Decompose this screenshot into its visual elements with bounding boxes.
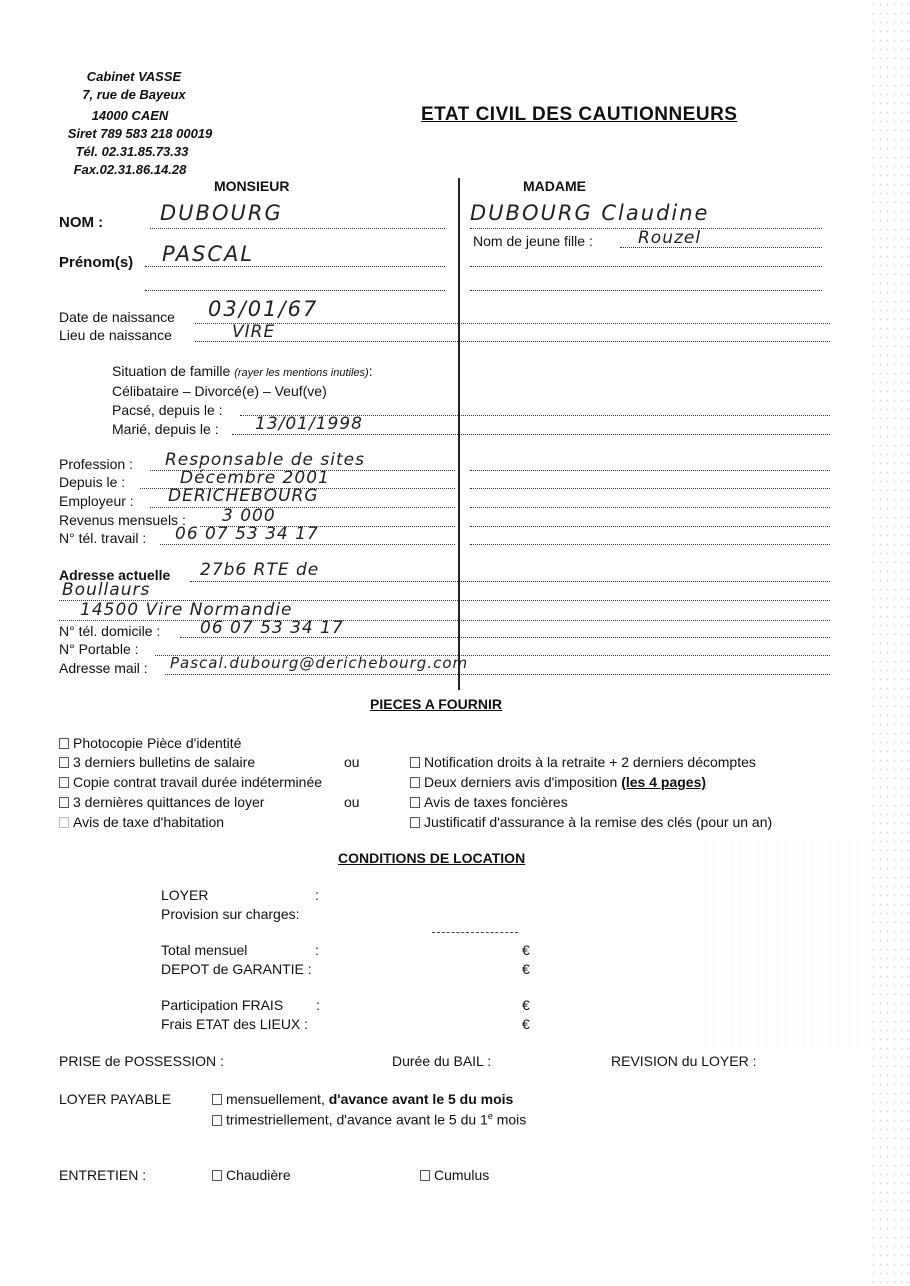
tel-domicile-value[interactable]: 06 07 53 34 17 (200, 618, 344, 638)
checkbox-icon[interactable] (410, 797, 420, 808)
participation-euro: € (522, 997, 530, 1013)
checkbox-icon[interactable] (59, 757, 69, 768)
trimestriel-text: trimestriellement, (226, 1111, 333, 1128)
total-euro: € (522, 942, 530, 958)
mail-line (165, 674, 830, 675)
situation-hint: (rayer les mentions inutiles) (234, 367, 369, 379)
madame-employeur-line (470, 507, 830, 508)
adresse-label: Adresse actuelle (59, 567, 171, 583)
mensuel-text: mensuellement, (226, 1091, 325, 1107)
depot-label: DEPOT de GARANTIE : (161, 961, 312, 977)
participation-colon: : (316, 997, 320, 1013)
profession-label: Profession : (59, 456, 133, 472)
adresse-line-3 (59, 620, 830, 621)
checkbox-icon[interactable] (59, 817, 69, 828)
option-mensuel[interactable] (212, 1091, 513, 1107)
employeur-label: Employeur : (59, 493, 134, 509)
prenom-madame-line (470, 266, 822, 267)
adresse-value-3[interactable]: 14500 Vire Normandie (80, 600, 293, 620)
checkbox-icon[interactable] (212, 1170, 222, 1181)
pieces-title: PIECES A FOURNIR (370, 696, 502, 712)
cabinet-fax: Fax.02.31.86.14.28 (73, 162, 187, 177)
checkbox-icon[interactable] (212, 1094, 222, 1105)
subtotal-line (432, 932, 518, 933)
celibataire-option[interactable]: Célibataire – Divorcé(e) – Veuf(ve) (112, 383, 327, 399)
revision-loyer-label: REVISION du LOYER : (611, 1053, 757, 1069)
total-label: Total mensuel (161, 942, 248, 958)
mail-label: Adresse mail : (59, 660, 148, 676)
situation-famille-text: Situation de famille (112, 363, 231, 379)
adresse-line-1 (190, 581, 830, 582)
column-madame: MADAME (523, 178, 586, 194)
option-cumulus[interactable] (420, 1167, 489, 1183)
situation-colon: : (368, 363, 373, 379)
date-naissance-value[interactable]: 03/01/67 (208, 297, 319, 321)
conditions-title: CONDITIONS DE LOCATION (338, 850, 526, 866)
etat-lieux-euro: € (522, 1016, 530, 1032)
column-monsieur: MONSIEUR (214, 178, 290, 194)
cabinet-siret: Siret 789 583 218 00019 (67, 126, 213, 141)
madame-profession-line (470, 470, 830, 471)
piece-bulletins-label: 3 derniers bulletins de salaire (73, 754, 256, 770)
loyer-colon: : (315, 887, 319, 903)
participation-label: Participation FRAIS (161, 997, 284, 1013)
piece-quittances-label: 3 dernières quittances de loyer (73, 794, 265, 810)
checkbox-icon[interactable] (59, 797, 69, 808)
adresse-value-2[interactable]: Boullaurs (62, 580, 151, 600)
lieu-naissance-line (195, 341, 830, 342)
date-naissance-label: Date de naissance (59, 309, 175, 325)
piece-taxes-foncieres[interactable] (410, 794, 568, 810)
piece-taxe-habitation-label: Avis de taxe d'habitation (73, 814, 225, 830)
total-colon: : (315, 942, 319, 958)
nom-monsieur-value[interactable]: DUBOURG (160, 201, 283, 225)
nom-jeune-fille-label: Nom de jeune fille : (473, 233, 593, 249)
cabinet-city: 14000 CAEN (91, 108, 169, 123)
prenom-monsieur-value[interactable]: PASCAL (162, 242, 255, 266)
piece-imposition-label: Deux derniers avis d'imposition (424, 774, 618, 790)
checkbox-icon[interactable] (212, 1115, 222, 1126)
cabinet-street: 7, rue de Bayeux (82, 87, 186, 102)
entretien-label: ENTRETIEN : (59, 1167, 147, 1183)
cabinet-tel: Tél. 02.31.85.73.33 (75, 144, 189, 159)
chaudiere-text: Chaudière (226, 1167, 291, 1183)
piece-imposition[interactable] (410, 774, 706, 790)
checkbox-icon[interactable] (59, 777, 69, 788)
depuis-value[interactable]: Décembre 2001 (180, 468, 330, 488)
prenom-line-2 (145, 290, 445, 291)
nom-madame-value[interactable]: DUBOURG Claudine (470, 201, 710, 225)
option-trimestriel[interactable] (212, 1111, 526, 1128)
piece-assurance[interactable] (410, 814, 772, 830)
checkbox-icon[interactable] (410, 757, 420, 768)
scan-noise-patch (700, 840, 870, 1050)
piece-taxes-foncieres-label: Avis de taxes foncières (424, 794, 568, 810)
tel-travail-label: N° tél. travail : (59, 530, 147, 546)
depuis-label: Depuis le : (59, 474, 126, 490)
prenom-madame-line-2 (470, 290, 822, 291)
checkbox-icon[interactable] (410, 777, 420, 788)
tel-travail-line (160, 544, 455, 545)
les-4-pages: (les 4 pages) (621, 774, 707, 790)
nom-line (150, 228, 445, 229)
piece-bulletins[interactable] (59, 754, 255, 770)
piece-identite[interactable] (59, 735, 241, 751)
scan-noise (870, 0, 910, 1286)
profession-value[interactable]: Responsable de sites (165, 450, 365, 470)
loyer-label: LOYER (161, 887, 209, 903)
piece-assurance-label: Justificatif d'assurance à la remise des clés (pour un an) (424, 814, 773, 830)
revenus-value[interactable]: 3 000 (222, 506, 276, 526)
loyer-payable-label: LOYER PAYABLE (59, 1091, 172, 1107)
employeur-line (150, 507, 455, 508)
piece-retraite-label: Notification droits à la retraite + 2 derniers décomptes (424, 754, 756, 770)
lieu-naissance-label: Lieu de naissance (59, 327, 172, 343)
nom-label: NOM : (59, 214, 104, 231)
piece-taxe-habitation[interactable] (59, 814, 224, 830)
etat-lieux-label: Frais ETAT des LIEUX : (161, 1016, 309, 1032)
ou-2: ou (344, 794, 360, 810)
option-chaudiere[interactable] (212, 1167, 291, 1183)
checkbox-icon[interactable] (410, 817, 420, 828)
duree-bail-label: Durée du BAIL : (392, 1053, 492, 1069)
tel-travail-value[interactable]: 06 07 53 34 17 (175, 524, 319, 544)
piece-contrat[interactable] (59, 774, 322, 790)
prise-possession-label: PRISE de POSSESSION : (59, 1053, 224, 1069)
madame-tel-line (470, 544, 830, 545)
date-naissance-line (195, 323, 830, 324)
piece-quittances[interactable] (59, 794, 264, 810)
lieu-naissance-value[interactable]: VIRE (232, 322, 276, 342)
trimestriel-end: mois (492, 1111, 527, 1128)
page-title: ETAT CIVIL DES CAUTIONNEURS (421, 104, 738, 125)
cabinet-name: Cabinet VASSE (86, 69, 182, 84)
ou-1: ou (344, 754, 360, 770)
trimestriel-sup: e (487, 1111, 493, 1121)
depot-euro: € (522, 961, 530, 977)
trimestriel-rest: d'avance avant le 5 du 1 (336, 1111, 488, 1128)
prenom-label: Prénom(s) (59, 254, 134, 271)
piece-retraite[interactable] (410, 754, 756, 770)
adresse-value-1[interactable]: 27b6 RTE de (200, 560, 320, 580)
situation-famille-label (112, 363, 373, 379)
piece-contrat-label: Copie contrat travail durée indéterminée (73, 774, 323, 790)
piece-identite-label: Photocopie Pièce d'identité (73, 735, 242, 751)
provision-label: Provision sur charges: (161, 906, 300, 922)
checkbox-icon[interactable] (420, 1170, 430, 1181)
marie-date-value[interactable]: 13/01/1998 (255, 414, 363, 434)
marie-label: Marié, depuis le : (112, 421, 219, 437)
checkbox-icon[interactable] (59, 738, 69, 749)
madame-revenus-line (470, 526, 830, 527)
cumulus-text: Cumulus (434, 1167, 490, 1183)
revenus-label: Revenus mensuels : (59, 512, 186, 528)
tel-domicile-label: N° tél. domicile : (59, 623, 161, 639)
employeur-value[interactable]: DERICHEBOURG (168, 486, 319, 506)
portable-label: N° Portable : (59, 641, 139, 657)
mensuel-bold: d'avance avant le 5 du mois (328, 1091, 514, 1107)
marie-line (232, 434, 830, 435)
madame-depuis-line (470, 488, 830, 489)
nom-jeune-fille-value[interactable]: Rouzel (638, 228, 702, 248)
mail-value[interactable]: Pascal.dubourg@derichebourg.com (170, 654, 469, 672)
prenom-line (145, 266, 445, 267)
pacse-label: Pacsé, depuis le : (112, 402, 223, 418)
